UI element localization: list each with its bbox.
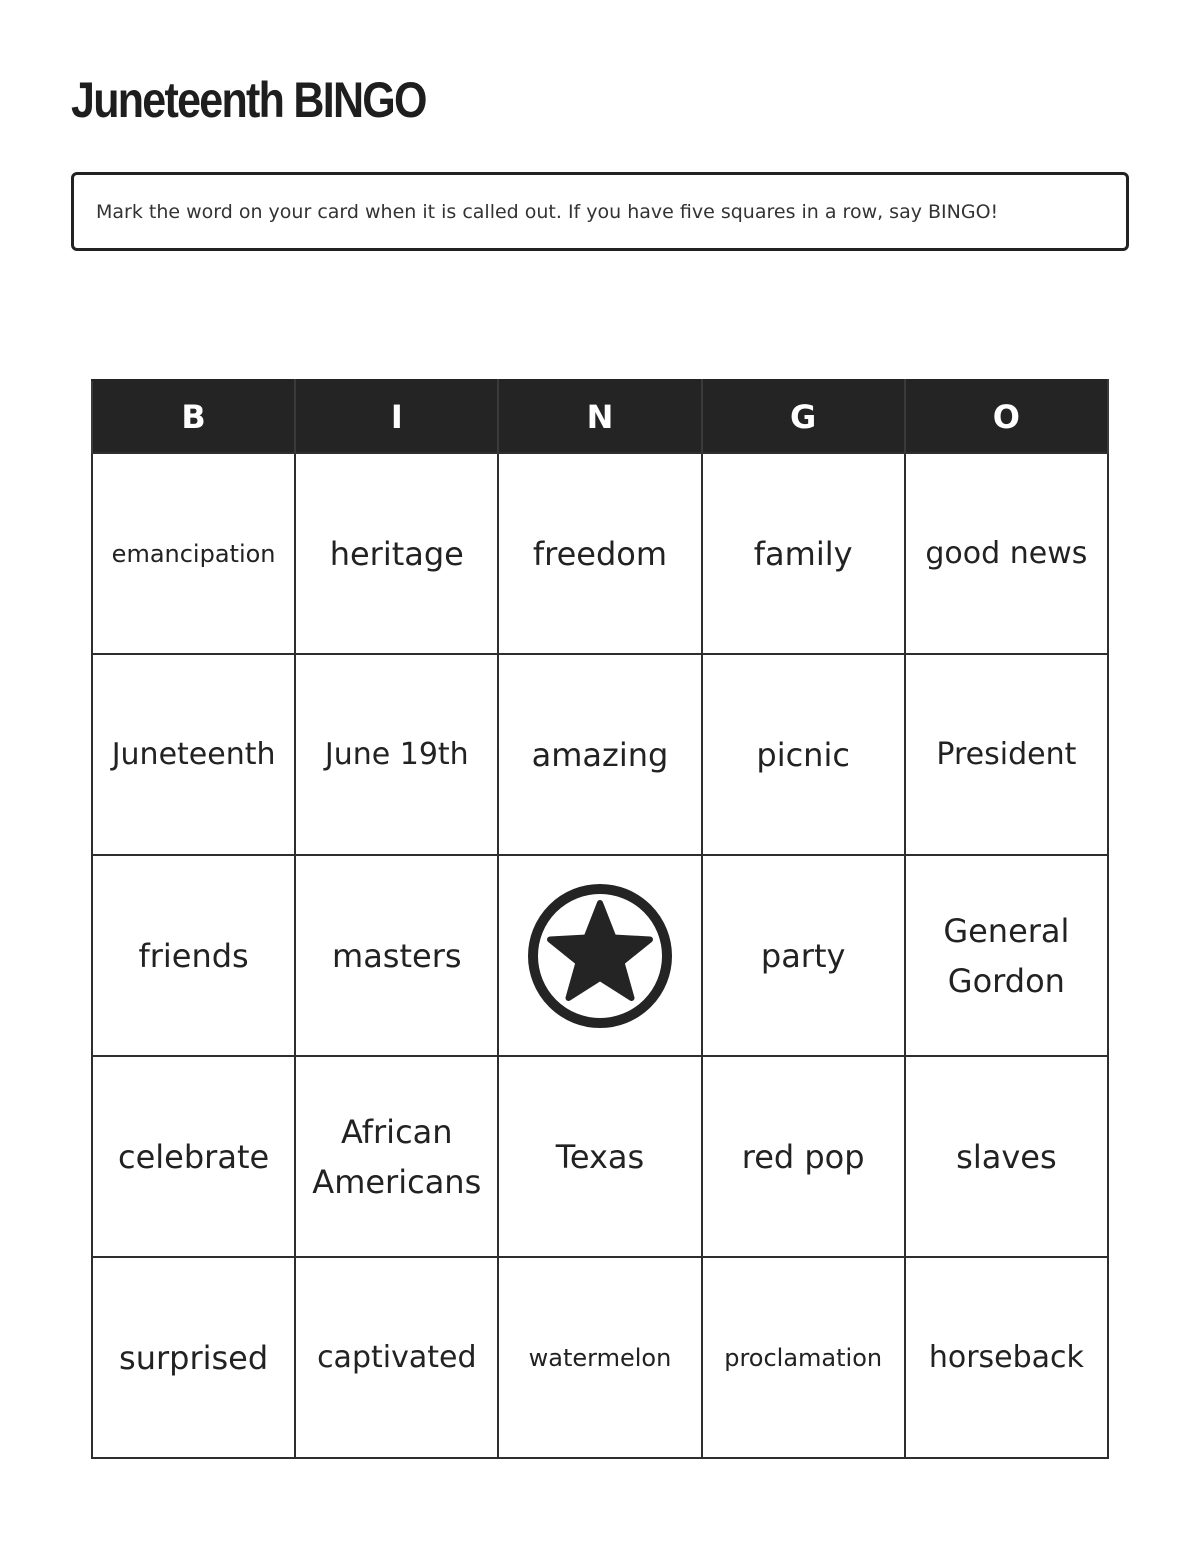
bingo-cell: party xyxy=(702,855,905,1056)
bingo-cell: picnic xyxy=(702,654,905,855)
bingo-cell: emancipation xyxy=(92,453,295,654)
bingo-row xyxy=(92,1056,1108,1257)
bingo-cell: June 19th xyxy=(295,654,498,855)
bingo-cell: horseback xyxy=(905,1257,1108,1458)
bingo-cell: proclamation xyxy=(702,1257,905,1458)
header-letter-n: N xyxy=(498,380,701,453)
bingo-cell: friends xyxy=(92,855,295,1056)
bingo-cell: slaves xyxy=(905,1056,1108,1257)
bingo-card xyxy=(91,379,1109,1459)
bingo-cell: General Gordon xyxy=(905,855,1108,1056)
bingo-cell: African Americans xyxy=(295,1056,498,1257)
bingo-cell: President xyxy=(905,654,1108,855)
header-letter-g: G xyxy=(702,380,905,453)
bingo-cell: freedom xyxy=(498,453,701,654)
bingo-cell: heritage xyxy=(295,453,498,654)
header-letter-b: B xyxy=(92,380,295,453)
instructions-text: Mark the word on your card when it is called out. If you have five squares in a row, say BINGO! xyxy=(96,200,999,223)
bingo-row xyxy=(92,654,1108,855)
bingo-cell: family xyxy=(702,453,905,654)
header-letter-i: I xyxy=(295,380,498,453)
bingo-row xyxy=(92,1257,1108,1458)
bingo-cell: good news xyxy=(905,453,1108,654)
bingo-row xyxy=(92,855,1108,1056)
bingo-cell: masters xyxy=(295,855,498,1056)
bingo-cell: red pop xyxy=(702,1056,905,1257)
bingo-cell: celebrate xyxy=(92,1056,295,1257)
bingo-row xyxy=(92,453,1108,654)
bingo-cell: surprised xyxy=(92,1257,295,1458)
bingo-header-row xyxy=(92,380,1108,453)
bingo-cell: Texas xyxy=(498,1056,701,1257)
bingo-cell: amazing xyxy=(498,654,701,855)
star-in-circle-icon xyxy=(525,881,675,1031)
instructions-box xyxy=(71,172,1129,251)
bingo-free-space xyxy=(498,855,701,1056)
bingo-cell: watermelon xyxy=(498,1257,701,1458)
bingo-cell: Juneteenth xyxy=(92,654,295,855)
bingo-cell: captivated xyxy=(295,1257,498,1458)
header-letter-o: O xyxy=(905,380,1108,453)
page-title: Juneteenth BINGO xyxy=(71,72,426,128)
